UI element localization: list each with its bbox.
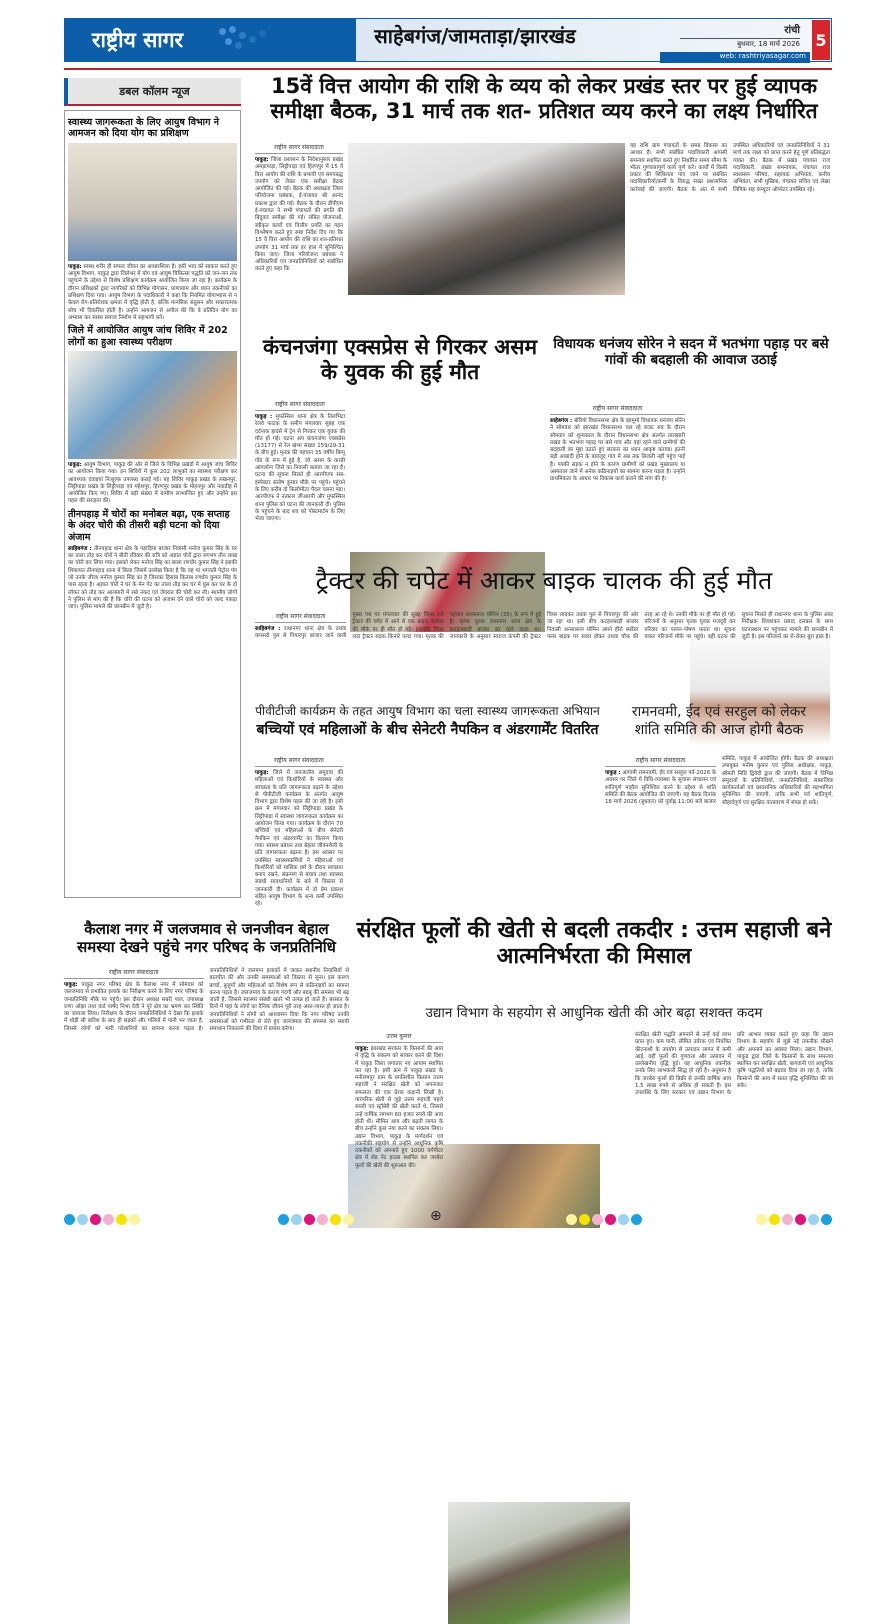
health-camp-photo: [68, 351, 237, 459]
byline: राष्ट्रीय सागर संवाददाता: [605, 756, 716, 767]
color-registration-marks: [756, 1210, 834, 1224]
farmer-photo: [448, 1502, 630, 1624]
date: बुधवार, 18 मार्च 2026: [680, 38, 800, 49]
page-number: 5: [812, 20, 830, 60]
header-divider: [64, 68, 832, 70]
headline: कैलाश नगर में जलजमाव से जनजीवन बेहाल समस्या देखने पहुंचे नगर परिषद के जनप्रतिनिधि: [77, 920, 336, 956]
article-title: स्वास्थ्य जागरूकता के लिए आयुष विभाग ने आमजन को दिया योग का प्रशिक्षण: [68, 117, 220, 140]
byline: राष्ट्रीय सागर संवाददाता: [255, 756, 343, 767]
headline: बच्चियों एवं महिलाओं के बीच सेनेटरी नैपकिन व अंडरगार्मेंट वितरित: [256, 722, 599, 738]
article-title: जिले में आयोजित आयुष जांच शिविर में 202 लोगों का हुआ स्वास्थ्य परीक्षण: [68, 325, 228, 348]
headline: शांति समिति की आज होगी बैठक: [634, 722, 804, 738]
headline: ट्रैक्टर की चपेट में आकर बाइक चालक की हुई मौत: [315, 566, 773, 595]
section-title: डबल कॉलम न्यूज: [64, 78, 241, 106]
yoga-photo: [68, 143, 237, 261]
byline: राष्ट्रीय सागर संवाददाता: [255, 400, 345, 411]
byline: राष्ट्रीय सागर संवाददाता: [64, 968, 204, 979]
color-registration-marks: [64, 1210, 142, 1224]
headline: संरक्षित फूलों की खेती से बदली तकदीर : उत्तम सहाजी बने आत्मनिर्भरता की मिसाल: [356, 918, 832, 970]
meeting-photo: [348, 143, 625, 295]
color-registration-marks: [566, 1210, 644, 1224]
headline: विधायक धनंजय सोरेन ने सदन में भतभंगा पहाड़ पर बसे गांवों की बदहाली की आवाज उठाई: [553, 336, 829, 369]
crosshair-icon: ⊕: [430, 1208, 442, 1224]
byline: राष्ट्रीय सागर संवाददाता: [255, 143, 343, 154]
newspaper-logo: राष्ट्रीय सागर: [91, 28, 184, 52]
lead-headline: 15वें वित्त आयोग की राशि के व्यय को लेकर प्रखंड स्तर पर हुई व्यापक समीक्षा बैठक, 31 मार्च तक शत- प्रतिशत व्यय करने का लक्ष्य निर्धारित: [270, 74, 818, 124]
city: रांची: [784, 25, 800, 36]
byline: उत्तम कुमार: [355, 1032, 443, 1043]
kicker: रामनवमी, ईद एवं सरहुल को लेकर: [631, 704, 807, 720]
decorative-dots-icon: [215, 24, 275, 54]
edition-title: साहेबगंज/जामताड़ा/झारखंड: [374, 24, 576, 48]
article-title: तीनपहाड़ में चोरों का मनोबल बढ़ा, एक सप्ताह के अंदर चोरी की तीसरी बड़ी घटना को दिया अंजाम: [68, 508, 230, 543]
color-registration-marks: [278, 1210, 356, 1224]
byline: राष्ट्रीय सागर संवाददाता: [550, 404, 685, 415]
byline: राष्ट्रीय सागर संवाददाता: [255, 612, 346, 623]
double-column-news: स्वास्थ्य जागरूकता के लिए आयुष विभाग ने आमजन को दिया योग का प्रशिक्षण पाकुड़: स्वस्थ शरीर ही सफल जीवन का आधारशिला है। इसी भाव को साकार करते हुए आयुष विभाग, पाकुड़ द्वारा जिलेभर में योग एवं आयुष चिकित्सा पद्धति को जन-जन तक पहुंचाने के उद्देश्य से विशेष प्रशिक्षण कार्यक्रम आयोजित किया जा रहा है। कार्यक्रम के दौरान प्रशिक्षकों द्वारा नागरिकों को विभिन्न योगासन, प्राणायाम और ध्यान तकनीकों का प्रशिक्षण दिया गया। आयुष विभाग के पदाधिकारी ने कहा कि नियमित योगाभ्यास से न केवल रोग-प्रतिरोधक क्षमता में वृद्धि होती है, बल्कि मानसिक संतुलन और सकारात्मक सोच भी विकसित होती है। उन्होंने आमजन से अपील की कि वे प्रतिदिन योग का अभ्यास कर स्वस्थ समाज निर्माण में सहभागी बनें। जिले में आयोजित आयुष जांच शिविर में 202 लोगों का हुआ स्वास्थ्य परीक्षण पाकुड़: आयुष विभाग, पाकुड़ की ओर से जिले के विभिन्न प्रखंडों में आयुष जांच शिविर का आयोजन किया गया। इन शिविरों में कुल 202 लाभुकों का स्वास्थ्य परीक्षण कर आवश्यक दवाइयां निःशुल्क उपलब्ध कराई गई। यह शिविर पाकुड़ प्रखंड के लखनपुर, लिट्टीपाड़ा प्रखंड के लिट्टीपाड़ा एवं महेशपुर, हिरणपुर प्रखंड के मोहनपुर और नवाडीह में आयोजित किए गए। शिविर में बड़ी संख्या में ग्रामीण लाभान्वित हुए और उन्होंने इस पहल की सराहना की। तीनपहाड़ में चोरों का मनोबल बढ़ा, एक सप्ताह के अंदर चोरी की तीसरी बड़ी घटना को दिया अंजाम साहिबगंज : तीनपहाड़ थाना क्षेत्र के पहाड़िया बाजार निवासी मनोज कुमार सिंह के घर का ताला तोड़ कर चोरों ने बीती रविवार की रात्रि को अज्ञात चोरों द्वारा लगभग तीन लाख का चोरी कर लिया गया। इसको लेकर मनोज सिंह का साला रणधीर कुमार सिंह ने इसकी शिकायत तीनपहाड़ थाना में किया जिसमें उल्लेख किया है कि वह मां भगवती पेट्रोल पंप जो उनके जीजा मनोज कुमार सिंह का है जिसका हिसाब किताब रणधीर कुमार सिंह के पास रहता है। अज्ञात चोरों ने घर के मेन गेट का ताला तोड़ कर घर में घुस कर घर के दो लॉकर को तोड़ कर आलमारी में रखे नकद एवं जेवरात की चोरी कर ली। स्थानीय लोगों ने पुलिस से मांग की है कि चोरी की घटना को अंजाम देने वाले चोरों को जल्द पकड़ा जाए। पुलिस मामले की छानबीन में जुटी है।: [64, 110, 241, 898]
website-link[interactable]: web: rashtriyasagar.com: [660, 52, 810, 63]
kicker: पीवीटीजी कार्यक्रम के तहत आयुष विभाग का चला स्वास्थ्य जागरूकता अभियान: [255, 704, 600, 718]
headline: कंचनजंगा एक्सप्रेस से गिरकर असम के युवक की हुई मौत: [262, 335, 538, 385]
subheadline: उद्यान विभाग के सहयोग से आधुनिक खेती की ओर बढ़ा सशक्त कदम: [425, 1005, 763, 1021]
